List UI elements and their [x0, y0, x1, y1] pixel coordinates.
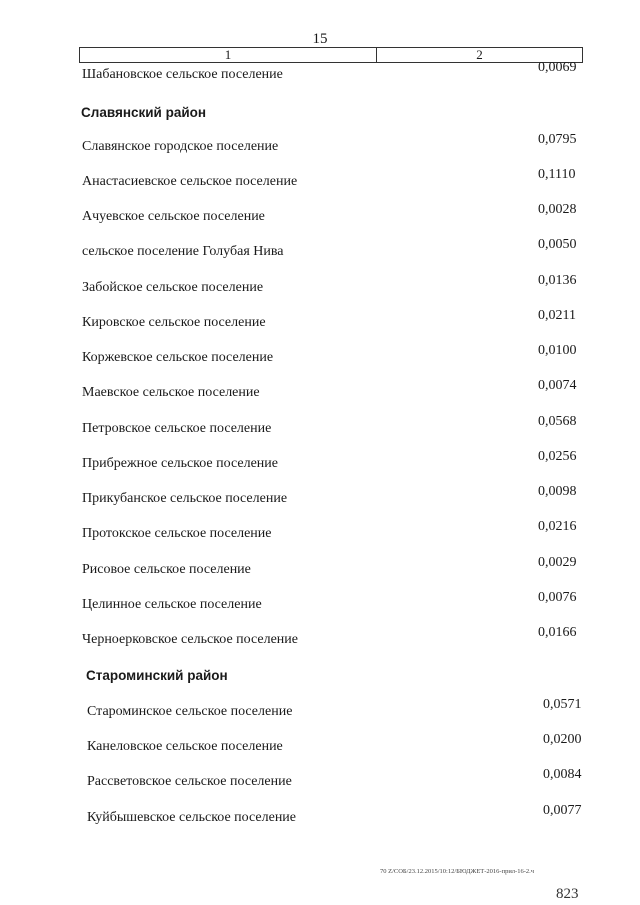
table-row: [87, 697, 607, 721]
settlement-value: 0,0084: [543, 767, 582, 782]
table-row: [82, 519, 602, 543]
settlement-value: 0,0216: [538, 519, 577, 534]
footer-page-number: 823: [556, 886, 579, 902]
table-row: [82, 343, 602, 367]
settlement-name: Прикубанское сельское поселение: [82, 491, 288, 506]
settlement-name: Целинное сельское поселение: [82, 597, 262, 612]
table-row: [87, 732, 607, 756]
settlement-value: 0,0029: [538, 555, 577, 570]
settlement-name: Черноерковское сельское поселение: [82, 632, 298, 647]
settlement-name: Славянское городское поселение: [82, 139, 279, 154]
table-column-header: [79, 47, 583, 63]
settlement-name: Анастасиевское сельское поселение: [82, 174, 298, 189]
table-row: [82, 132, 602, 156]
settlement-name: Рассветовское сельское поселение: [87, 774, 292, 789]
table-row: [82, 202, 602, 226]
table-row: [82, 60, 602, 84]
table-row: [82, 590, 602, 614]
settlement-value: 0,0076: [538, 590, 577, 605]
settlement-value: 0,0069: [538, 60, 577, 75]
settlement-name: Куйбышевское сельское поселение: [87, 810, 297, 825]
table-row: [82, 449, 602, 473]
settlement-name: Кировское сельское поселение: [82, 315, 266, 330]
table-row: [87, 803, 607, 827]
settlement-value: 0,0211: [538, 308, 576, 323]
settlement-name: Шабановское сельское поселение: [82, 67, 283, 82]
settlement-value: 0,0028: [538, 202, 577, 217]
settlement-value: 0,0074: [538, 378, 577, 393]
settlement-value: 0,1110: [538, 167, 576, 182]
settlement-name: Петровское сельское поселение: [82, 421, 272, 436]
settlement-name: Маевское сельское поселение: [82, 385, 260, 400]
table-row: [82, 273, 602, 297]
settlement-value: 0,0568: [538, 414, 577, 429]
district-heading: Славянский район: [81, 105, 207, 120]
settlement-name: Рисовое сельское поселение: [82, 562, 251, 577]
table-row: [82, 484, 602, 508]
settlement-value: 0,0077: [543, 803, 582, 818]
footer-document-code: 70 Z/СОБ/23.12.2015/10:12/БЮДЖЕТ-2016-прил-16-2.ч: [380, 868, 535, 875]
settlement-name: Забойское сельское поселение: [82, 280, 264, 295]
settlement-name: Прибрежное сельское поселение: [82, 456, 278, 471]
column-header-1: 1: [80, 48, 377, 62]
column-header-2: 2: [476, 47, 483, 62]
settlement-value: 0,0200: [543, 732, 582, 747]
settlement-name: Староминское сельское поселение: [87, 704, 293, 719]
table-row: [82, 625, 602, 649]
settlement-value: 0,0050: [538, 237, 577, 252]
settlement-name: Канеловское сельское поселение: [87, 739, 283, 754]
settlement-value: 0,0256: [538, 449, 577, 464]
settlement-value: 0,0136: [538, 273, 577, 288]
settlement-name: сельское поселение Голубая Нива: [82, 244, 284, 259]
table-row: [87, 767, 607, 791]
settlement-value: 0,0100: [538, 343, 577, 358]
table-row: [82, 378, 602, 402]
table-row: [82, 167, 602, 191]
settlement-value: 0,0098: [538, 484, 577, 499]
settlement-value: 0,0571: [543, 697, 582, 712]
settlement-name: Коржевское сельское поселение: [82, 350, 274, 365]
page-number: 15: [312, 31, 328, 47]
settlement-value: 0,0166: [538, 625, 577, 640]
table-row: [82, 237, 602, 261]
settlement-value: 0,0795: [538, 132, 577, 147]
table-row: [82, 414, 602, 438]
table-row: [82, 308, 602, 332]
district-heading: Староминский район: [86, 668, 228, 683]
settlement-name: Протокское сельское поселение: [82, 526, 272, 541]
settlement-name: Ачуевское сельское поселение: [82, 209, 265, 224]
table-row: [82, 555, 602, 579]
